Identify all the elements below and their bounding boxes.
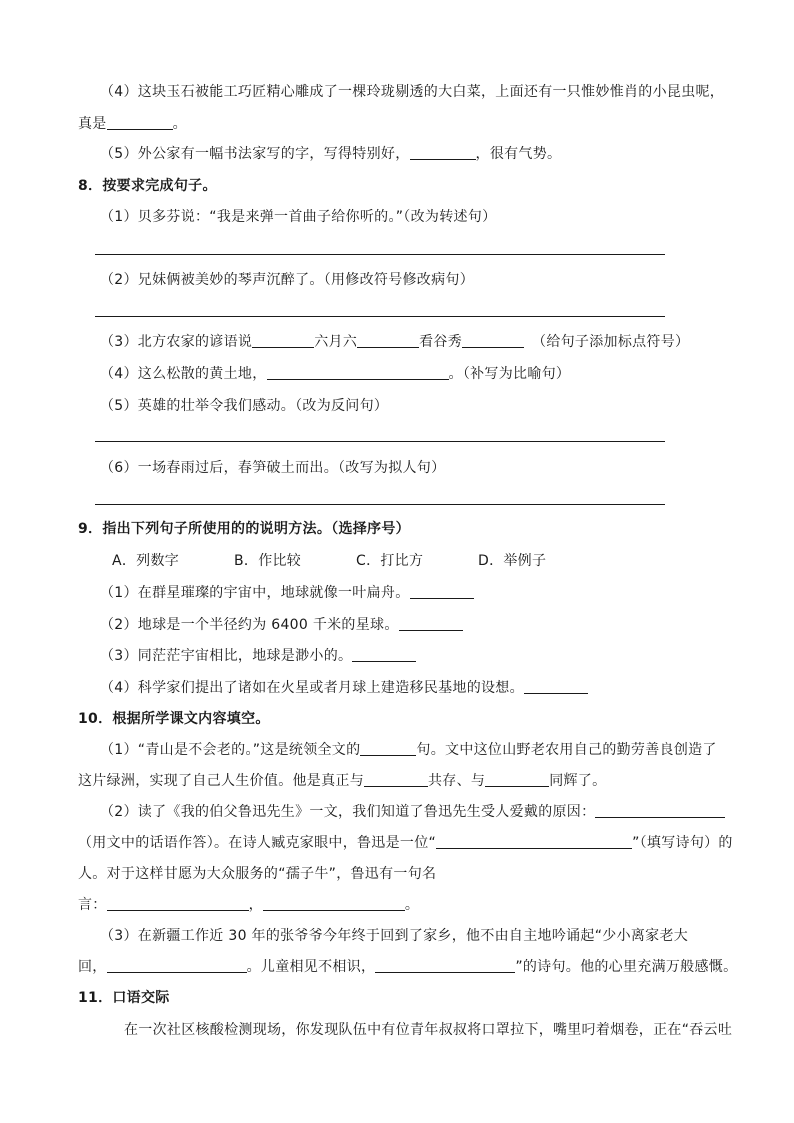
q9-item1: （1）在群星璀璨的宇宙中，地球就像一叶扁舟。 bbox=[100, 583, 474, 603]
answer-blank[interactable] bbox=[360, 741, 416, 756]
answer-blank[interactable] bbox=[352, 647, 416, 662]
q9-option-c: C．打比方 bbox=[356, 553, 424, 569]
q7-item4-text: （4）这块玉石被能工巧匠精心雕成了一棵玲珑剔透的大白菜，上面还有一只惟妙惟肖的小昆虫呢， bbox=[100, 84, 725, 100]
answer-blank[interactable] bbox=[263, 896, 405, 911]
answer-blank[interactable] bbox=[462, 333, 524, 348]
q10-p2-line4: 言： ， 。 bbox=[78, 897, 420, 913]
answer-blank[interactable] bbox=[267, 365, 449, 380]
q7-item4-line2: 真是 。 bbox=[78, 116, 187, 132]
answer-blank[interactable] bbox=[375, 958, 515, 973]
q8-item5-answer-line[interactable] bbox=[95, 441, 665, 442]
q9-item3: （3）同茫茫宇宙相比，地球是渺小的。 bbox=[100, 646, 416, 666]
q8-item3: （3）北方农家的谚语说 六月六 看谷秀 （给句子添加标点符号） bbox=[100, 334, 690, 350]
q8-item6: （6）一场春雨过后，春笋破土而出。（改写为拟人句） bbox=[100, 460, 446, 476]
q10-p1-line2: 这片绿洲，实现了自己人生价值。他是真正与 共存、与 同辉了。 bbox=[78, 773, 607, 789]
answer-blank[interactable] bbox=[595, 803, 725, 818]
q9-item2: （2）地球是一个半径约为 6400 千米的星球。 bbox=[100, 615, 463, 635]
answer-blank[interactable] bbox=[524, 679, 588, 694]
q7-item4-line1 bbox=[100, 82, 724, 102]
q9-option-b: B．作比较 bbox=[234, 553, 302, 569]
q11-heading: 11．口语交际 bbox=[78, 990, 170, 1006]
answer-blank[interactable] bbox=[364, 772, 428, 787]
q8-item1-answer-line[interactable] bbox=[95, 254, 665, 255]
answer-blank[interactable] bbox=[436, 834, 632, 849]
q8-item4: （4）这么松散的黄土地， 。（补写为比喻句） bbox=[100, 366, 571, 382]
answer-blank[interactable] bbox=[107, 958, 247, 973]
q10-p1-line1: （1）“青山是不会老的。”这是统领全文的 句。文中这位山野老农用自己的勤劳善良创造了 bbox=[100, 742, 717, 758]
q10-p3-line2: 回， 。儿童相见不相识， ”的诗句。他的心里充满万般感慨。 bbox=[78, 959, 738, 975]
q8-item1: （1）贝多芬说：“我是来弹一首曲子给你听的。”（改为转述句） bbox=[100, 209, 497, 225]
q9-option-d: D．举例子 bbox=[478, 553, 547, 569]
answer-blank[interactable] bbox=[107, 115, 173, 130]
answer-blank[interactable] bbox=[399, 616, 463, 631]
q9-heading: 9．指出下列句子所使用的的说明方法。（选择序号） bbox=[78, 521, 410, 537]
answer-blank[interactable] bbox=[357, 333, 419, 348]
q8-item2-answer-line[interactable] bbox=[95, 316, 665, 317]
q8-item2: （2）兄妹俩被美妙的琴声沉醉了。（用修改符号修改病句） bbox=[100, 272, 475, 288]
q8-heading: 8．按要求完成句子。 bbox=[78, 178, 217, 194]
q7-item5: （5）外公家有一幅书法家写的字，写得特别好， ，很有气势。 bbox=[100, 146, 562, 162]
q8-item5: （5）英雄的壮举令我们感动。（改为反问句） bbox=[100, 398, 389, 414]
q8-item6-answer-line[interactable] bbox=[95, 504, 665, 505]
q10-heading: 10．根据所学课文内容填空。 bbox=[78, 711, 270, 727]
q9-item4: （4）科学家们提出了诸如在火星或者月球上建造移民基地的设想。 bbox=[100, 678, 588, 698]
answer-blank[interactable] bbox=[107, 896, 249, 911]
q10-p2-line1: （2）读了《我的伯父鲁迅先生》一文，我们知道了鲁迅先生受人爱戴的原因： bbox=[100, 802, 725, 822]
q9-option-a: A．列数字 bbox=[112, 553, 180, 569]
answer-blank[interactable] bbox=[410, 145, 476, 160]
answer-blank[interactable] bbox=[410, 584, 474, 599]
answer-blank[interactable] bbox=[252, 333, 314, 348]
q10-p2-line3: 人。对于这样甘愿为大众服务的“孺子牛”，鲁迅有一句名 bbox=[78, 866, 437, 882]
q11-paragraph: 在一次社区核酸检测现场，你发现队伍中有位青年叔叔将口罩拉下，嘴里叼着烟卷，正在“吞云吐 bbox=[124, 1022, 733, 1038]
q10-p3-line1: （3）在新疆工作近 30 年的张爷爷今年终于回到了家乡，他不由自主地吟诵起“少小离家老大 bbox=[100, 928, 689, 944]
q10-p2-line2: （用文中的话语作答）。在诗人臧克家眼中，鲁迅是一位“ ”（填写诗句）的 bbox=[78, 835, 733, 851]
answer-blank[interactable] bbox=[485, 772, 549, 787]
q9-options bbox=[112, 551, 546, 571]
